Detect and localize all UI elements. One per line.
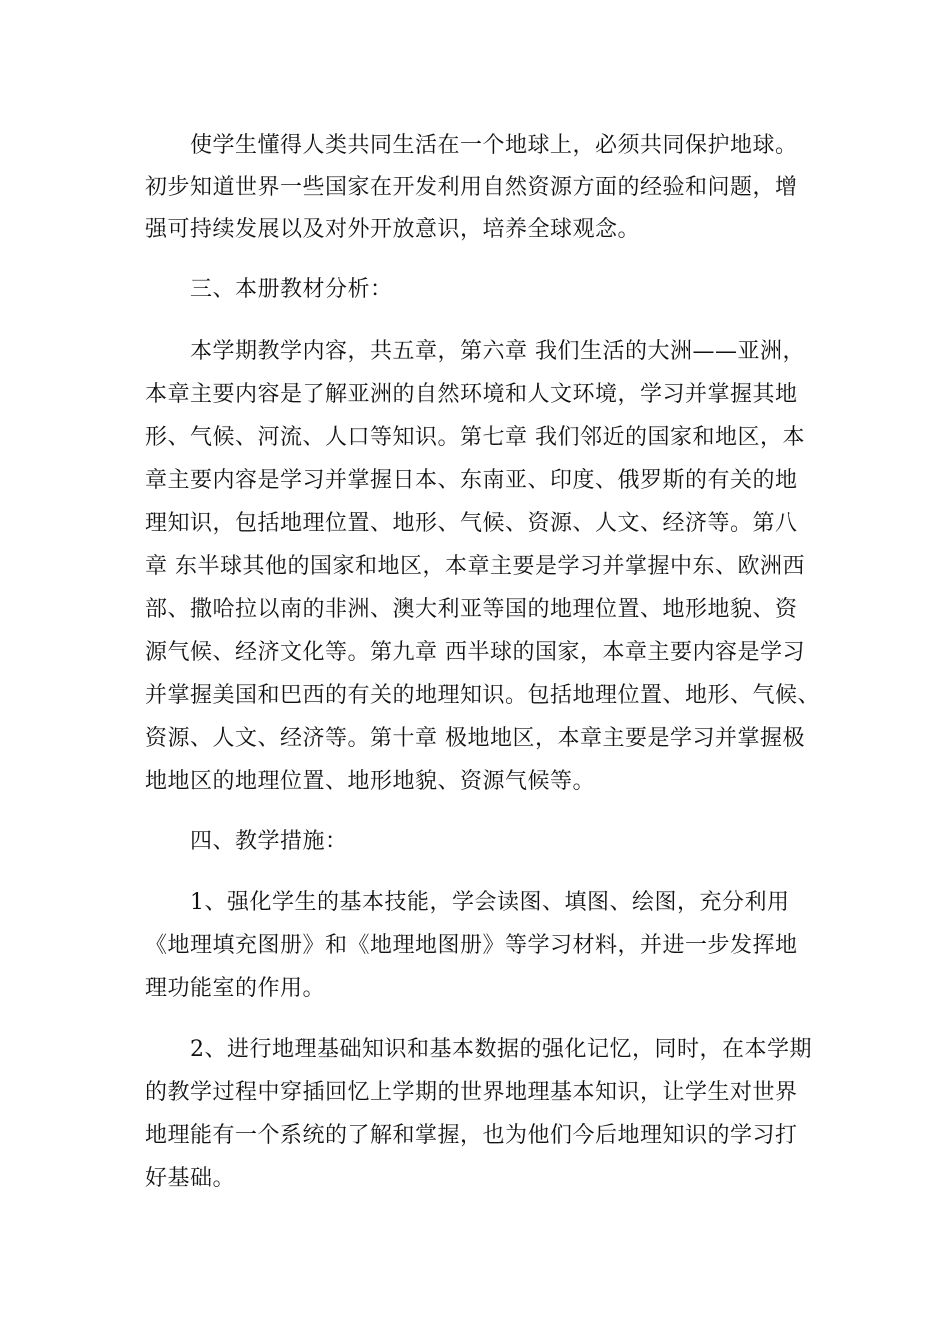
text-line: 源气候、经济文化等。第九章 西半球的国家，本章主要内容是学习: [145, 640, 805, 665]
text-line: 1、强化学生的基本技能，学会读图、填图、绘图，充分利用: [190, 890, 790, 915]
text-line: 章 东半球其他的国家和地区，本章主要是学习并掌握中东、欧洲西: [145, 554, 805, 579]
text-line: 章主要内容是学习并掌握日本、东南亚、印度、俄罗斯的有关的地: [145, 468, 798, 493]
text-line: 好基础。: [145, 1166, 236, 1191]
text-line: 强可持续发展以及对外开放意识，培养全球观念。: [145, 217, 641, 242]
text-line: 部、撒哈拉以南的非洲、澳大利亚等国的地理位置、地形地貌、资: [145, 597, 798, 622]
text-line: 《地理填充图册》和《地理地图册》等学习材料，并进一步发挥地: [145, 933, 798, 958]
text-line: 形、气候、河流、人口等知识。第七章 我们邻近的国家和地区，本: [145, 425, 805, 450]
text-line: 本章主要内容是了解亚洲的自然环境和人文环境，学习并掌握其地: [145, 382, 798, 407]
text-line: 地理能有一个系统的了解和掌握，也为他们今后地理知识的学习打: [145, 1123, 798, 1148]
text-line: 使学生懂得人类共同生活在一个地球上，必须共同保护地球。: [190, 133, 798, 158]
text-line: 资源、人文、经济等。第十章 极地地区，本章主要是学习并掌握极: [145, 726, 805, 751]
text-line: 本学期教学内容，共五章，第六章 我们生活的大洲——亚洲，: [190, 339, 805, 364]
section-heading: 三、本册教材分析：: [190, 277, 393, 302]
text-line: 的教学过程中穿插回忆上学期的世界地理基本知识，让学生对世界: [145, 1080, 798, 1105]
text-line: 理知识，包括地理位置、地形、气候、资源、人文、经济等。第八: [145, 511, 798, 536]
text-line: 2、进行地理基础知识和基本数据的强化记忆，同时，在本学期: [190, 1037, 812, 1062]
text-line: 并掌握美国和巴西的有关的地理知识。包括地理位置、地形、气候、: [145, 683, 821, 708]
text-line: 初步知道世界一些国家在开发利用自然资源方面的经验和问题，增: [145, 175, 798, 200]
text-line: 理功能室的作用。: [145, 976, 326, 1001]
text-line: 地地区的地理位置、地形地貌、资源气候等。: [145, 769, 596, 794]
section-heading: 四、教学措施：: [190, 829, 348, 854]
